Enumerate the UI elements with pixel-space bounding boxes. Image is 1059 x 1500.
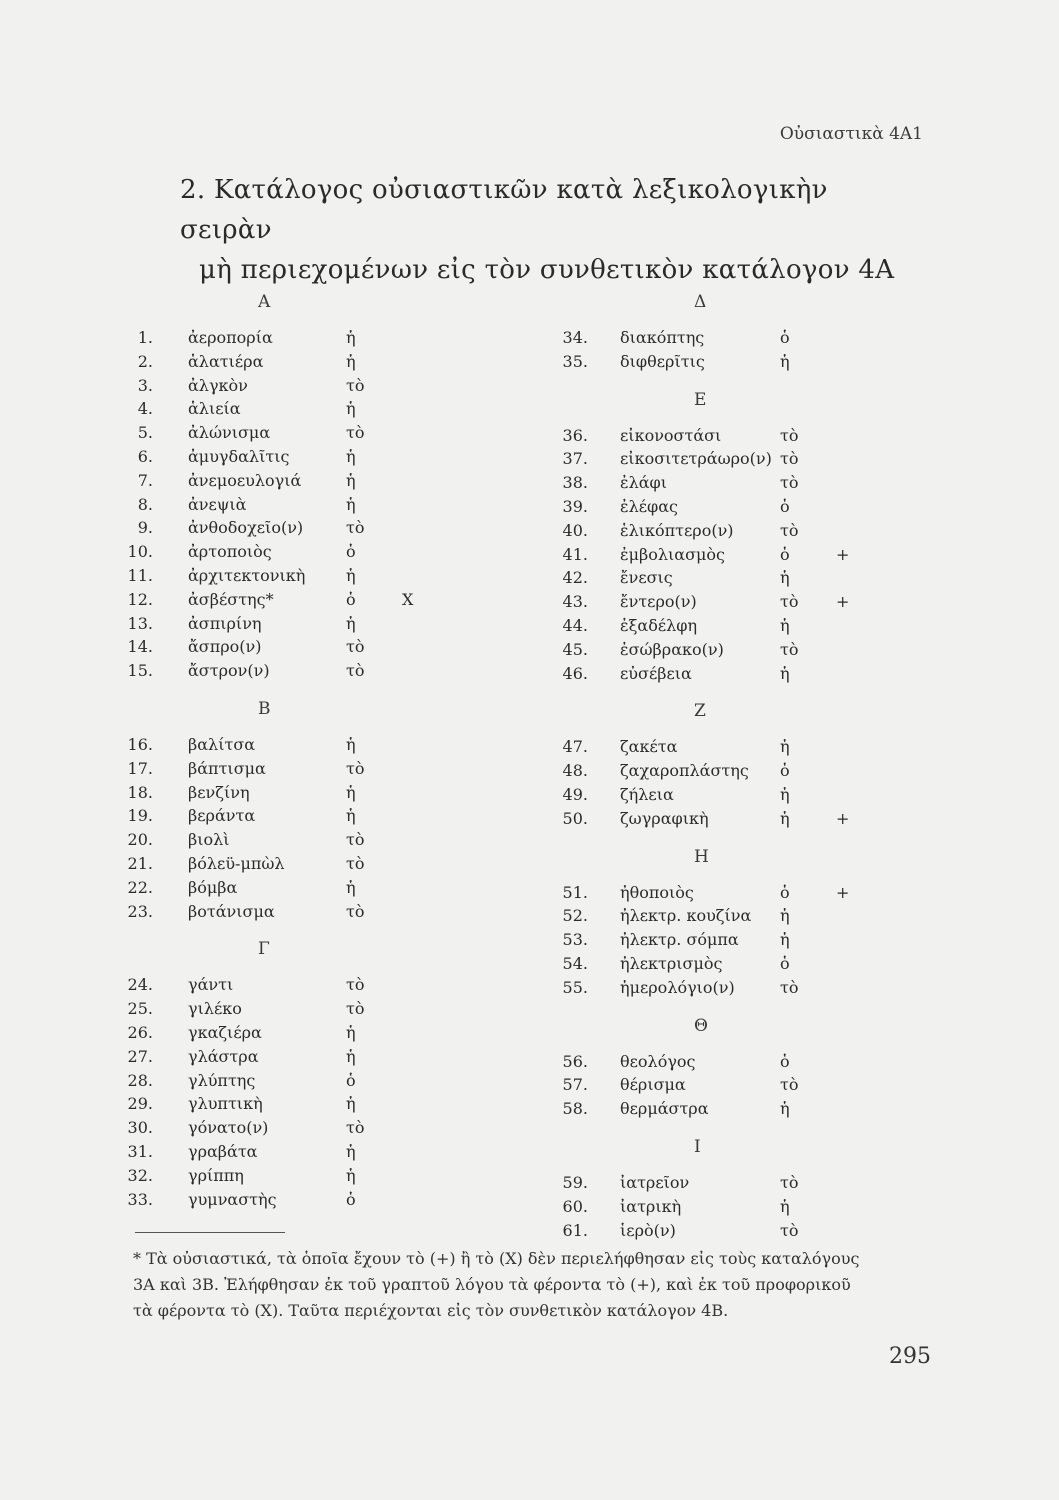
- entry-word: ἐσώβρακο(ν): [620, 639, 724, 659]
- entry-number: 59.: [562, 1173, 588, 1192]
- entry-article: ἡ: [346, 613, 356, 633]
- entry-article: ἡ: [346, 566, 356, 585]
- entry-number: 60.: [562, 1196, 588, 1216]
- entry-word: ἀσπιρίνη: [188, 613, 262, 633]
- entry-word: ἐλάφι: [620, 473, 668, 493]
- entry-word: ἀλώνισμα: [188, 423, 271, 443]
- entry-word: ἄστρον(ν): [188, 661, 270, 681]
- page-title: [180, 170, 900, 290]
- section-letter: Θ: [694, 1015, 708, 1036]
- entry-article: ὁ: [780, 497, 790, 516]
- entry-article: ὁ: [780, 328, 790, 347]
- entry-word: ἔνεσις: [620, 568, 673, 588]
- entry-word: ἰατρεῖον: [620, 1173, 690, 1192]
- entry-word: ζακέτα: [620, 737, 678, 757]
- list-item: [0, 399, 1059, 423]
- entry-word: βόμβα: [188, 877, 238, 897]
- entry-article: ὁ: [780, 544, 790, 564]
- entry-word: γλυπτικὴ: [188, 1094, 263, 1114]
- entry-number: 58.: [562, 1099, 588, 1119]
- entry-word: ἀνθοδοχεῖο(ν): [188, 518, 304, 538]
- entry-number: 54.: [562, 954, 588, 973]
- footnote-line-1: * Τὰ οὐσιαστικά, τὰ ὁποῖα ἔχουν τὸ (+) ἢ τὸ (Χ) δὲν περιελήφθησαν εἰς τοὺς καταλόγους: [133, 1249, 860, 1268]
- entry-article: ἡ: [346, 806, 356, 826]
- entry-number: 18.: [127, 782, 153, 802]
- entry-article: ὁ: [780, 761, 790, 781]
- entry-word: βιολὶ: [188, 830, 230, 850]
- entry-word: βενζίνη: [188, 782, 250, 802]
- entry-number: 56.: [562, 1051, 588, 1071]
- entry-number: 6.: [137, 447, 153, 466]
- entry-word: θέρισμα: [620, 1075, 686, 1095]
- list-item: [0, 737, 1059, 761]
- entry-number: 34.: [562, 328, 588, 347]
- entry-article: ἡ: [780, 737, 790, 757]
- entry-number: 45.: [562, 639, 588, 659]
- entry-article: ἡ: [346, 1165, 356, 1185]
- entry-article: τὸ: [346, 637, 365, 657]
- list-item: [0, 1052, 1059, 1076]
- entry-number: 61.: [562, 1220, 588, 1240]
- entry-article: ἡ: [780, 906, 790, 926]
- entry-number: 52.: [562, 906, 588, 926]
- entry-article: ἡ: [346, 1142, 356, 1161]
- list-item: [0, 494, 1059, 521]
- footnote-divider: [135, 1232, 285, 1233]
- entry-word: ἠλεκτρισμὸς: [620, 954, 723, 973]
- entry-number: 37.: [562, 449, 588, 469]
- entry-article: τὸ: [346, 854, 365, 873]
- entry-article: ἡ: [346, 877, 356, 897]
- entry-number: 21.: [127, 854, 153, 873]
- entry-article: ἡ: [346, 782, 356, 802]
- entry-number: 38.: [562, 473, 588, 493]
- entry-word: ἀρχιτεκτονικὴ: [188, 566, 306, 585]
- footnote-line-2: 3Α καὶ 3Β. Ἐλήφθησαν ἐκ τοῦ γραπτοῦ λόγου τὰ φέροντα τὸ (+), καὶ ἐκ τοῦ προφορικοῦ: [133, 1275, 851, 1294]
- title-line-2: μὴ περιεχομένων εἰς τὸν συνθετικὸν κατάλογον 4Α: [199, 255, 895, 285]
- entry-article: ἡ: [346, 351, 356, 371]
- list-item: [0, 999, 1059, 1023]
- list-item: [0, 1173, 1059, 1197]
- entry-number: 8.: [137, 494, 153, 514]
- entry-word: ἀσβέστης*: [188, 589, 274, 609]
- list-item: [0, 906, 1059, 930]
- entry-word: γιλέκο: [188, 999, 242, 1019]
- list-item: [0, 589, 1059, 616]
- entry-number: 19.: [127, 806, 153, 826]
- list-item: [0, 376, 1059, 400]
- entry-article: τὸ: [346, 1118, 365, 1138]
- running-header: Οὐσιαστικὰ 4Α1: [779, 124, 923, 144]
- entry-mark: +: [836, 808, 850, 828]
- entry-word: ἐξαδέλφη: [620, 616, 698, 635]
- entry-word: διακόπτης: [620, 328, 705, 347]
- entry-word: βόλεϋ-μπὼλ: [188, 854, 285, 873]
- entry-article: τὸ: [780, 1173, 799, 1192]
- entry-word: ἰατρικὴ: [620, 1196, 682, 1216]
- entry-article: τὸ: [780, 977, 799, 997]
- entry-number: 46.: [562, 663, 588, 683]
- entry-word: βάπτισμα: [188, 758, 266, 778]
- list-item: [0, 758, 1059, 785]
- entry-word: ἱερὸ(ν): [620, 1220, 676, 1240]
- entry-article: ἡ: [780, 1099, 790, 1119]
- entry-mark: +: [836, 592, 850, 612]
- entry-article: τὸ: [780, 473, 799, 493]
- section-letter: Η: [694, 846, 709, 867]
- entry-article: ὁ: [346, 1189, 356, 1209]
- entry-word: ἁλατιέρα: [188, 351, 264, 371]
- entry-word: γκαζιέρα: [188, 1023, 262, 1042]
- entry-number: 2.: [137, 351, 153, 371]
- list-item: [0, 1142, 1059, 1166]
- entry-article: ἡ: [780, 930, 790, 950]
- entry-word: γυμναστὴς: [188, 1189, 277, 1209]
- list-item: [0, 449, 1059, 473]
- entry-article: ἡ: [346, 399, 356, 419]
- entry-word: ἐμβολιασμὸς: [620, 544, 725, 564]
- entry-word: βαλίτσα: [188, 735, 256, 754]
- entry-number: 27.: [127, 1046, 153, 1066]
- entry-article: ἡ: [780, 616, 790, 635]
- entry-word: βοτάνισμα: [188, 901, 275, 921]
- section-letter: Α: [258, 292, 271, 312]
- entry-word: ἁλιεία: [188, 399, 241, 419]
- entry-word: ἠλεκτρ. σόμπα: [620, 930, 739, 950]
- entry-number: 4.: [137, 399, 153, 419]
- entry-word: ζαχαροπλάστης: [620, 761, 749, 781]
- entry-word: διφθερῖτις: [620, 351, 705, 371]
- footnote-line-3: τὰ φέροντα τὸ (Χ). Ταῦτα περιέχονται εἰς τὸν συνθετικὸν κατάλογον 4Β.: [133, 1301, 729, 1320]
- list-item: [0, 352, 1059, 376]
- entry-mark: +: [836, 544, 850, 564]
- entry-article: ἡ: [346, 1094, 356, 1114]
- entry-number: 33.: [127, 1189, 153, 1209]
- entry-word: ἀρτοποιὸς: [188, 542, 272, 562]
- entry-number: 41.: [562, 544, 588, 564]
- entry-number: 49.: [562, 785, 588, 804]
- entry-number: 31.: [127, 1142, 153, 1161]
- entry-word: γάντι: [188, 975, 234, 995]
- entry-number: 7.: [137, 470, 153, 490]
- entry-article: ἡ: [780, 663, 790, 683]
- entry-number: 30.: [127, 1118, 153, 1138]
- list-item: [0, 521, 1059, 545]
- entry-word: ζωγραφικὴ: [620, 808, 709, 828]
- entry-number: 29.: [127, 1094, 153, 1114]
- entry-article: τὸ: [346, 423, 365, 443]
- entry-number: 12.: [127, 589, 153, 609]
- entry-article: ἡ: [346, 735, 356, 754]
- entry-number: 47.: [562, 737, 588, 757]
- list-item: [0, 568, 1059, 592]
- entry-word: ἄσπρο(ν): [188, 637, 262, 657]
- entry-word: ἠλεκτρ. κουζίνα: [620, 906, 752, 926]
- entry-word: γραβάτα: [188, 1142, 258, 1161]
- entry-article: ἡ: [346, 494, 356, 514]
- entry-article: τὸ: [780, 520, 799, 540]
- entry-article: τὸ: [780, 1075, 799, 1095]
- entry-number: 16.: [127, 735, 153, 754]
- list-item: [0, 1075, 1059, 1099]
- entry-number: 43.: [562, 592, 588, 612]
- entry-number: 55.: [562, 977, 588, 997]
- entry-article: ἡ: [780, 351, 790, 371]
- entry-article: ἡ: [780, 808, 790, 828]
- entry-word: ἀμυγδαλῖτις: [188, 447, 290, 466]
- section-letter: Ζ: [694, 701, 706, 722]
- entry-word: ἀεροπορία: [188, 328, 273, 347]
- entry-number: 23.: [127, 901, 153, 921]
- entry-article: τὸ: [346, 758, 365, 778]
- list-item: [0, 854, 1059, 878]
- section-letter: Γ: [258, 939, 270, 960]
- entry-article: ὁ: [780, 882, 790, 902]
- section-letter: Ι: [694, 1137, 701, 1157]
- entry-word: ἀλγκὸν: [188, 375, 248, 395]
- entry-article: ἡ: [346, 1046, 356, 1066]
- entry-number: 53.: [562, 930, 588, 950]
- entry-number: 44.: [562, 616, 588, 635]
- entry-number: 22.: [127, 877, 153, 897]
- list-item: [0, 954, 1059, 978]
- section-letter: Β: [258, 699, 271, 719]
- entry-word: ἡμερολόγιο(ν): [620, 977, 735, 997]
- entry-number: 20.: [127, 830, 153, 850]
- entry-article: ἡ: [346, 328, 356, 347]
- entry-number: 11.: [127, 566, 153, 585]
- entry-word: γλάστρα: [188, 1046, 259, 1066]
- entry-number: 48.: [562, 761, 588, 781]
- entry-article: ἡ: [780, 1196, 790, 1216]
- entry-number: 15.: [127, 661, 153, 681]
- entry-number: 13.: [127, 613, 153, 633]
- entry-number: 28.: [127, 1070, 153, 1090]
- list-item: [0, 664, 1059, 688]
- entry-number: 35.: [562, 351, 588, 371]
- list-item: [0, 1099, 1059, 1123]
- list-item: [0, 1197, 1059, 1221]
- entry-word: γρίππη: [188, 1165, 244, 1185]
- entry-article: ὁ: [780, 1051, 790, 1071]
- entry-number: 25.: [127, 999, 153, 1019]
- page-number: 295: [889, 1344, 931, 1369]
- entry-word: ἔντερο(ν): [620, 592, 697, 612]
- list-item: [0, 830, 1059, 854]
- entry-number: 32.: [127, 1165, 153, 1185]
- entry-word: θερμάστρα: [620, 1099, 709, 1119]
- entry-number: 3.: [137, 375, 153, 395]
- list-item: [0, 809, 1059, 833]
- entry-number: 14.: [127, 637, 153, 657]
- entry-number: 57.: [562, 1075, 588, 1095]
- entry-word: γόνατο(ν): [188, 1118, 269, 1138]
- entry-article: ἡ: [346, 470, 356, 490]
- entry-word: εἰκοσιτετράωρο(ν): [620, 449, 772, 469]
- entry-article: τὸ: [346, 975, 365, 995]
- section-letter: Ε: [694, 389, 707, 410]
- entry-article: τὸ: [780, 592, 799, 612]
- entry-word: ζήλεια: [620, 785, 674, 804]
- entry-article: τὸ: [346, 518, 365, 538]
- entry-number: 9.: [137, 518, 153, 538]
- list-item: [0, 613, 1059, 640]
- entry-number: 39.: [562, 497, 588, 516]
- list-item: [0, 426, 1059, 450]
- list-item: [0, 640, 1059, 664]
- entry-word: ἠθοποιὸς: [620, 882, 694, 902]
- entry-number: 5.: [137, 423, 153, 443]
- list-item: [0, 1023, 1059, 1047]
- entry-article: τὸ: [346, 999, 365, 1019]
- list-item: [0, 883, 1059, 907]
- entry-article: ὁ: [346, 542, 356, 562]
- entry-article: τὸ: [346, 375, 365, 395]
- entry-number: 17.: [127, 758, 153, 778]
- list-item: [0, 328, 1059, 352]
- entry-article: ἡ: [780, 785, 790, 804]
- entry-article: ἡ: [346, 447, 356, 466]
- entry-article: ἡ: [780, 568, 790, 588]
- entry-article: ὁ: [346, 589, 356, 609]
- entry-number: 36.: [562, 425, 588, 445]
- title-line-1: 2. Κατάλογος οὐσιαστικῶν κατὰ λεξικολογικὴν σειρὰν: [180, 175, 828, 245]
- entry-article: τὸ: [780, 425, 799, 445]
- entry-word: ἐλέφας: [620, 497, 678, 516]
- list-item: [0, 930, 1059, 954]
- list-item: [0, 782, 1059, 809]
- entry-word: εἰκονοστάσι: [620, 425, 722, 445]
- entry-article: τὸ: [346, 901, 365, 921]
- entry-number: 50.: [562, 808, 588, 828]
- entry-number: 40.: [562, 520, 588, 540]
- entry-mark: +: [836, 882, 850, 902]
- entry-article: τὸ: [780, 639, 799, 659]
- entry-word: γλύπτης: [188, 1070, 256, 1090]
- entry-number: 51.: [562, 882, 588, 902]
- footnote: [133, 1246, 953, 1324]
- entry-number: 1.: [137, 328, 153, 347]
- entry-word: ἀνεμοευλογιά: [188, 470, 302, 490]
- entry-number: 42.: [562, 568, 588, 588]
- entry-word: εὐσέβεια: [620, 663, 692, 683]
- entry-mark: Χ: [402, 589, 414, 609]
- entry-article: τὸ: [780, 1220, 799, 1240]
- entry-article: τὸ: [780, 449, 799, 469]
- entry-word: βεράντα: [188, 806, 256, 826]
- entry-word: θεολόγος: [620, 1051, 696, 1071]
- entry-article: τὸ: [346, 661, 365, 681]
- entry-article: τὸ: [346, 830, 365, 850]
- entry-article: ἡ: [346, 1023, 356, 1042]
- list-item: [0, 545, 1059, 569]
- list-item: [0, 978, 1059, 1002]
- entry-article: ὁ: [346, 1070, 356, 1090]
- entry-article: ὁ: [780, 954, 790, 973]
- list-item: [0, 470, 1059, 497]
- entry-number: 26.: [127, 1023, 153, 1042]
- entry-number: 10.: [127, 542, 153, 562]
- entry-word: ἀνεψιὰ: [188, 494, 247, 514]
- entry-word: ἑλικόπτερο(ν): [620, 520, 734, 540]
- entry-number: 24.: [127, 975, 153, 995]
- section-letter: Δ: [694, 292, 707, 312]
